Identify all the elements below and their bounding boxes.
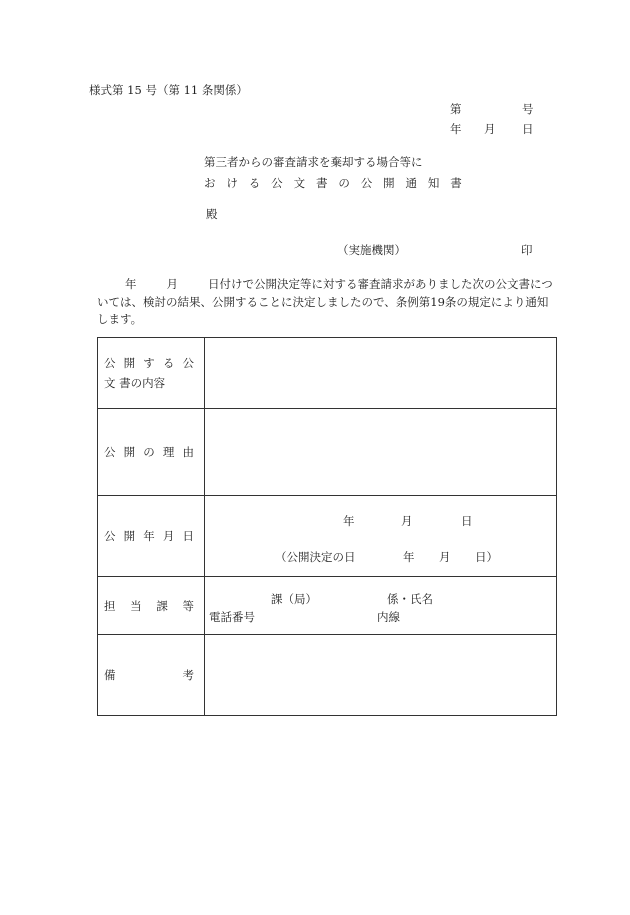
body-year: 年 bbox=[125, 277, 137, 291]
reason-value-cell[interactable] bbox=[205, 409, 557, 496]
body-text: 日付けで公開決定等に対する審査請求がありました次の公文書については、検討の結果、公開することに決定しましたので、条例第19条の規定により通知します。 bbox=[97, 277, 553, 326]
date-year: 年 bbox=[450, 122, 462, 136]
date-year-label: 年 bbox=[343, 514, 355, 528]
date-value-cell[interactable] bbox=[205, 496, 557, 577]
row-label-content: 公 開 す る 公 文 書の内容 bbox=[98, 338, 205, 409]
title-char: の bbox=[338, 176, 350, 190]
document-number-line bbox=[450, 102, 534, 116]
body-month: 月 bbox=[166, 277, 178, 291]
decision-day: 日） bbox=[475, 550, 498, 564]
date-month: 月 bbox=[484, 122, 496, 136]
title-char: 文 bbox=[293, 176, 306, 190]
date-day: 日 bbox=[522, 122, 534, 136]
title-char: お bbox=[204, 176, 216, 190]
remarks-value-cell[interactable] bbox=[205, 635, 557, 716]
decision-year: 年 bbox=[403, 550, 415, 564]
table-row bbox=[98, 409, 557, 496]
row-label-department: 担 当 課 等 bbox=[98, 577, 205, 635]
date-day-label: 日 bbox=[461, 514, 473, 528]
number-prefix: 第 bbox=[450, 102, 462, 116]
row-label-remarks: 備 考 bbox=[98, 635, 205, 716]
content-value-cell[interactable] bbox=[205, 338, 557, 409]
row-label-date: 公 開 年 月 日 bbox=[98, 496, 205, 577]
title-char: 知 bbox=[427, 176, 440, 190]
title-char: る bbox=[248, 176, 261, 190]
phone-label: 電話番号 bbox=[209, 610, 255, 624]
document-title-line2 bbox=[204, 178, 473, 190]
disclosure-table bbox=[97, 337, 557, 716]
extension-label: 内線 bbox=[377, 610, 400, 624]
table-row bbox=[98, 496, 557, 577]
table-row bbox=[98, 338, 557, 409]
title-char: 開 bbox=[383, 176, 395, 190]
title-char: 書 bbox=[315, 176, 328, 190]
title-char: 公 bbox=[271, 176, 283, 190]
row-label-reason: 公 開 の 理 由 bbox=[98, 409, 205, 496]
document-date-line bbox=[450, 124, 534, 136]
staff-name-label: 係・氏名 bbox=[387, 592, 433, 606]
notice-body bbox=[97, 276, 559, 329]
table-row bbox=[98, 577, 557, 635]
document-title-line1: 第三者からの審査請求を棄却する場合等に bbox=[204, 155, 423, 169]
decision-date-prefix: （公開決定の日 bbox=[275, 550, 356, 564]
title-char: 書 bbox=[450, 176, 462, 190]
seal-mark: 印 bbox=[521, 243, 533, 257]
title-char: け bbox=[226, 176, 238, 190]
title-char: 通 bbox=[405, 176, 418, 190]
agency-label: （実施機関） bbox=[337, 243, 406, 257]
table-row bbox=[98, 635, 557, 716]
department-label: 課（局） bbox=[271, 592, 317, 606]
addressee-honorific: 殿 bbox=[206, 207, 218, 221]
title-char: 公 bbox=[360, 176, 373, 190]
decision-month: 月 bbox=[439, 550, 451, 564]
department-value-cell[interactable] bbox=[205, 577, 557, 635]
number-suffix: 号 bbox=[522, 102, 534, 116]
date-month-label: 月 bbox=[401, 514, 413, 528]
form-number-label: 様式第 15 号（第 11 条関係） bbox=[89, 83, 248, 97]
